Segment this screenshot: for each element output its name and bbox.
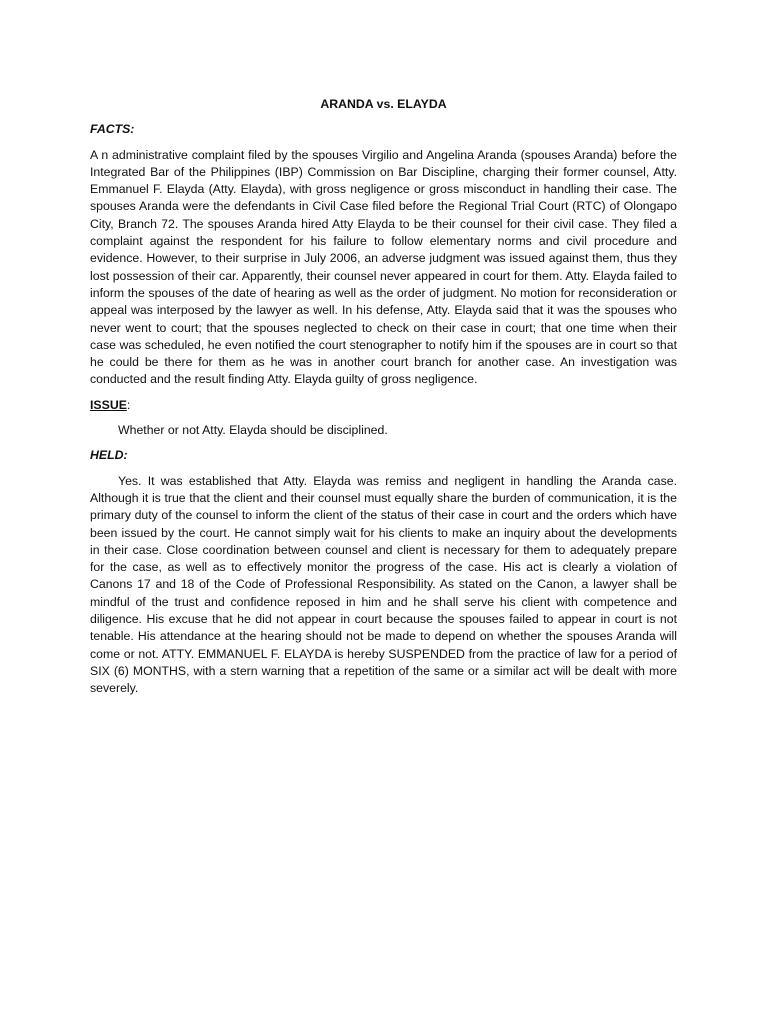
issue-heading-line xyxy=(90,397,677,414)
held-heading: HELD: xyxy=(90,448,128,463)
issue-heading: ISSUE xyxy=(90,397,127,412)
facts-heading: FACTS: xyxy=(90,122,135,137)
document-title: ARANDA vs. ELAYDA xyxy=(320,97,447,111)
facts-paragraph: A n administrative complaint filed by the spouses Virgilio and Angelina Aranda (spouses Aranda) before the Integrated Bar of the Philippines (IBP) Commission on Bar Discipline, charging their former counsel, Atty. Emmanuel F. Elayda (Atty. Elayda), with gross negligence or gross misconduct in handling their case. The spouses Aranda were the defendants in Civil Case filed before the Regional Trial Court (RTC) of Olongapo City, Branch 72. The spouses Aranda hired Atty Elayda to be their counsel for their civil case. They filed a complaint against the respondent for his failure to follow elementary norms and civil procedure and evidence. However, to their surprise in July 2006, an adverse judgment was issued against them, thus they lost possession of their car. Apparently, their counsel never appeared in court for them. Atty. Elayda failed to inform the spouses of the date of hearing as well as the order of judgment. No motion for reconsideration or appeal was interposed by the lawyer as well. In his defense, Atty. Elayda said that it was the spouses who never went to court; that the spouses neglected to check on their case in court; that one time when their case was scheduled, he even notified the court stenographer to notify him if the spouses are in court so that he could be there for them as he was in another court branch for another case. An investigation was conducted and the result finding Atty. Elayda guilty of gross negligence. xyxy=(90,147,677,387)
held-paragraph: Yes. It was established that Atty. Elayda was remiss and negligent in handling the Aranda case. Although it is true that the client and their counsel must equally share the burden of communication, it is the primary duty of the counsel to inform the client of the status of their case in court and the orders which have been issued by the court. He cannot simply wait for his clients to make an inquiry about the developments in their case. Close coordination between counsel and client is necessary for them to adequately prepare for the case, as well as to effectively monitor the progress of the case. His act is clearly a violation of Canons 17 and 18 of the Code of Professional Responsibility. As stated on the Canon, a lawyer shall be mindful of the trust and confidence reposed in him and he shall serve his client with competence and diligence. His excuse that he did not appear in court because the spouses failed to appear in court is not tenable. His attendance at the hearing should not be made to depend on whether the spouses Aranda will come or not. ATTY. EMMANUEL F. ELAYDA is hereby SUSPENDED from the practice of law for a period of SIX (6) MONTHS, with a stern warning that a repetition of the same or a similar act will be dealt with more severely. xyxy=(90,473,677,696)
issue-heading-colon: : xyxy=(126,397,131,412)
issue-paragraph: Whether or not Atty. Elayda should be disciplined. xyxy=(118,423,388,438)
document-page xyxy=(90,96,677,698)
